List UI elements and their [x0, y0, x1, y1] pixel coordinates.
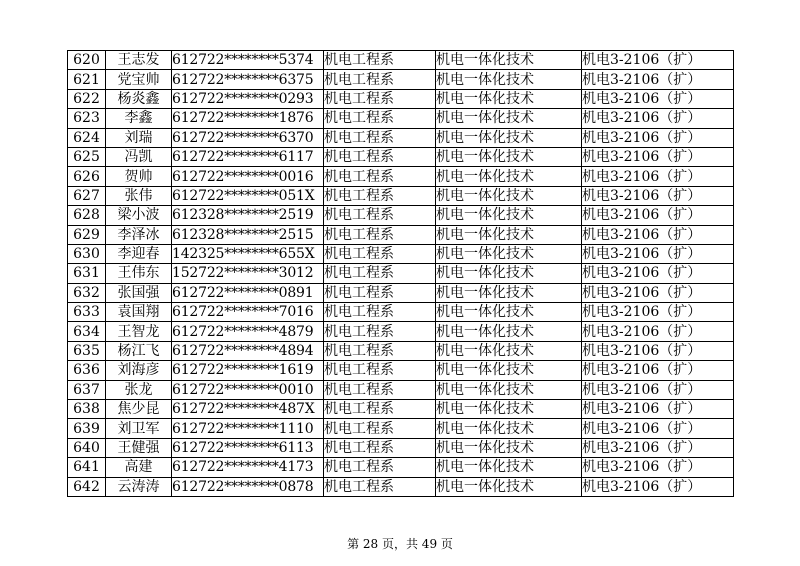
- id-number-cell: 612722********6370: [172, 128, 324, 147]
- major-cell: 机电一体化技术: [436, 244, 582, 263]
- department-cell: 机电工程系: [324, 400, 436, 419]
- table-row: [68, 419, 734, 438]
- major-cell: 机电一体化技术: [436, 186, 582, 205]
- class-name-cell: 机电3-2106（扩）: [582, 244, 734, 263]
- page-footer: 第 28 页，共 49 页: [347, 537, 453, 551]
- department-cell: 机电工程系: [324, 477, 436, 496]
- table-row: [68, 341, 734, 360]
- student-name-cell: 党宝帅: [106, 70, 172, 89]
- student-name-cell: 杨江飞: [106, 341, 172, 360]
- student-name-cell: 李泽冰: [106, 225, 172, 244]
- row-number-cell: 628: [68, 206, 106, 225]
- class-name-cell: 机电3-2106（扩）: [582, 89, 734, 108]
- major-cell: 机电一体化技术: [436, 89, 582, 108]
- table-row: [68, 322, 734, 341]
- id-number-cell: 612722********4894: [172, 341, 324, 360]
- table-row: [68, 89, 734, 108]
- row-number-cell: 631: [68, 264, 106, 283]
- row-number-cell: 637: [68, 380, 106, 399]
- class-name-cell: 机电3-2106（扩）: [582, 361, 734, 380]
- student-name-cell: 张国强: [106, 283, 172, 302]
- table-row: [68, 303, 734, 322]
- student-name-cell: 王志发: [106, 51, 172, 70]
- class-name-cell: 机电3-2106（扩）: [582, 477, 734, 496]
- department-cell: 机电工程系: [324, 380, 436, 399]
- class-name-cell: 机电3-2106（扩）: [582, 51, 734, 70]
- row-number-cell: 632: [68, 283, 106, 302]
- department-cell: 机电工程系: [324, 147, 436, 166]
- table-row: [68, 186, 734, 205]
- id-number-cell: 612722********6375: [172, 70, 324, 89]
- table-row: [68, 283, 734, 302]
- major-cell: 机电一体化技术: [436, 283, 582, 302]
- row-number-cell: 626: [68, 167, 106, 186]
- row-number-cell: 622: [68, 89, 106, 108]
- student-name-cell: 王健强: [106, 438, 172, 457]
- student-roster-table: [67, 50, 734, 497]
- row-number-cell: 624: [68, 128, 106, 147]
- class-name-cell: 机电3-2106（扩）: [582, 186, 734, 205]
- department-cell: 机电工程系: [324, 361, 436, 380]
- row-number-cell: 623: [68, 109, 106, 128]
- student-name-cell: 刘瑞: [106, 128, 172, 147]
- department-cell: 机电工程系: [324, 167, 436, 186]
- department-cell: 机电工程系: [324, 322, 436, 341]
- table-row: [68, 244, 734, 263]
- id-number-cell: 612722********4173: [172, 458, 324, 477]
- row-number-cell: 634: [68, 322, 106, 341]
- student-name-cell: 梁小波: [106, 206, 172, 225]
- table-row: [68, 361, 734, 380]
- table-row: [68, 206, 734, 225]
- row-number-cell: 633: [68, 303, 106, 322]
- id-number-cell: 612722********051X: [172, 186, 324, 205]
- row-number-cell: 629: [68, 225, 106, 244]
- row-number-cell: 639: [68, 419, 106, 438]
- class-name-cell: 机电3-2106（扩）: [582, 341, 734, 360]
- student-name-cell: 袁国翔: [106, 303, 172, 322]
- student-name-cell: 李迎春: [106, 244, 172, 263]
- class-name-cell: 机电3-2106（扩）: [582, 225, 734, 244]
- id-number-cell: 612722********5374: [172, 51, 324, 70]
- department-cell: 机电工程系: [324, 128, 436, 147]
- department-cell: 机电工程系: [324, 438, 436, 457]
- class-name-cell: 机电3-2106（扩）: [582, 458, 734, 477]
- id-number-cell: 612722********0878: [172, 477, 324, 496]
- row-number-cell: 642: [68, 477, 106, 496]
- id-number-cell: 152722********3012: [172, 264, 324, 283]
- department-cell: 机电工程系: [324, 283, 436, 302]
- table-row: [68, 380, 734, 399]
- student-name-cell: 贺帅: [106, 167, 172, 186]
- major-cell: 机电一体化技术: [436, 322, 582, 341]
- major-cell: 机电一体化技术: [436, 70, 582, 89]
- class-name-cell: 机电3-2106（扩）: [582, 109, 734, 128]
- id-number-cell: 612722********0891: [172, 283, 324, 302]
- class-name-cell: 机电3-2106（扩）: [582, 322, 734, 341]
- id-number-cell: 612722********0010: [172, 380, 324, 399]
- department-cell: 机电工程系: [324, 89, 436, 108]
- major-cell: 机电一体化技术: [436, 341, 582, 360]
- student-name-cell: 张伟: [106, 186, 172, 205]
- major-cell: 机电一体化技术: [436, 128, 582, 147]
- id-number-cell: 612722********4879: [172, 322, 324, 341]
- row-number-cell: 627: [68, 186, 106, 205]
- table-row: [68, 147, 734, 166]
- student-name-cell: 李鑫: [106, 109, 172, 128]
- id-number-cell: 612722********6117: [172, 147, 324, 166]
- class-name-cell: 机电3-2106（扩）: [582, 206, 734, 225]
- row-number-cell: 620: [68, 51, 106, 70]
- student-name-cell: 刘卫军: [106, 419, 172, 438]
- table-row: [68, 167, 734, 186]
- major-cell: 机电一体化技术: [436, 109, 582, 128]
- major-cell: 机电一体化技术: [436, 380, 582, 399]
- id-number-cell: 612722********1876: [172, 109, 324, 128]
- row-number-cell: 636: [68, 361, 106, 380]
- major-cell: 机电一体化技术: [436, 361, 582, 380]
- department-cell: 机电工程系: [324, 109, 436, 128]
- id-number-cell: 612722********1110: [172, 419, 324, 438]
- roster-body: [68, 51, 734, 497]
- student-name-cell: 刘海彦: [106, 361, 172, 380]
- table-row: [68, 264, 734, 283]
- department-cell: 机电工程系: [324, 244, 436, 263]
- row-number-cell: 638: [68, 400, 106, 419]
- major-cell: 机电一体化技术: [436, 167, 582, 186]
- class-name-cell: 机电3-2106（扩）: [582, 167, 734, 186]
- table-row: [68, 51, 734, 70]
- row-number-cell: 630: [68, 244, 106, 263]
- major-cell: 机电一体化技术: [436, 400, 582, 419]
- id-number-cell: 612722********6113: [172, 438, 324, 457]
- class-name-cell: 机电3-2106（扩）: [582, 419, 734, 438]
- department-cell: 机电工程系: [324, 303, 436, 322]
- row-number-cell: 640: [68, 438, 106, 457]
- major-cell: 机电一体化技术: [436, 419, 582, 438]
- major-cell: 机电一体化技术: [436, 438, 582, 457]
- table-row: [68, 477, 734, 496]
- class-name-cell: 机电3-2106（扩）: [582, 303, 734, 322]
- table-row: [68, 400, 734, 419]
- row-number-cell: 641: [68, 458, 106, 477]
- table-row: [68, 109, 734, 128]
- student-name-cell: 王智龙: [106, 322, 172, 341]
- class-name-cell: 机电3-2106（扩）: [582, 380, 734, 399]
- id-number-cell: 142325********655X: [172, 244, 324, 263]
- table-row: [68, 458, 734, 477]
- class-name-cell: 机电3-2106（扩）: [582, 438, 734, 457]
- class-name-cell: 机电3-2106（扩）: [582, 400, 734, 419]
- department-cell: 机电工程系: [324, 51, 436, 70]
- major-cell: 机电一体化技术: [436, 147, 582, 166]
- table-row: [68, 225, 734, 244]
- student-name-cell: 云涛涛: [106, 477, 172, 496]
- id-number-cell: 612722********7016: [172, 303, 324, 322]
- id-number-cell: 612328********2515: [172, 225, 324, 244]
- department-cell: 机电工程系: [324, 206, 436, 225]
- table-row: [68, 70, 734, 89]
- class-name-cell: 机电3-2106（扩）: [582, 70, 734, 89]
- department-cell: 机电工程系: [324, 341, 436, 360]
- department-cell: 机电工程系: [324, 458, 436, 477]
- table-row: [68, 128, 734, 147]
- major-cell: 机电一体化技术: [436, 477, 582, 496]
- student-name-cell: 张龙: [106, 380, 172, 399]
- class-name-cell: 机电3-2106（扩）: [582, 128, 734, 147]
- id-number-cell: 612722********0293: [172, 89, 324, 108]
- department-cell: 机电工程系: [324, 225, 436, 244]
- row-number-cell: 635: [68, 341, 106, 360]
- major-cell: 机电一体化技术: [436, 225, 582, 244]
- major-cell: 机电一体化技术: [436, 264, 582, 283]
- student-name-cell: 冯凯: [106, 147, 172, 166]
- major-cell: 机电一体化技术: [436, 51, 582, 70]
- id-number-cell: 612328********2519: [172, 206, 324, 225]
- student-name-cell: 焦少昆: [106, 400, 172, 419]
- id-number-cell: 612722********1619: [172, 361, 324, 380]
- department-cell: 机电工程系: [324, 264, 436, 283]
- student-name-cell: 高建: [106, 458, 172, 477]
- student-name-cell: 杨炎鑫: [106, 89, 172, 108]
- class-name-cell: 机电3-2106（扩）: [582, 147, 734, 166]
- id-number-cell: 612722********487X: [172, 400, 324, 419]
- class-name-cell: 机电3-2106（扩）: [582, 264, 734, 283]
- row-number-cell: 621: [68, 70, 106, 89]
- student-name-cell: 王伟东: [106, 264, 172, 283]
- department-cell: 机电工程系: [324, 419, 436, 438]
- id-number-cell: 612722********0016: [172, 167, 324, 186]
- major-cell: 机电一体化技术: [436, 206, 582, 225]
- table-row: [68, 438, 734, 457]
- department-cell: 机电工程系: [324, 70, 436, 89]
- row-number-cell: 625: [68, 147, 106, 166]
- major-cell: 机电一体化技术: [436, 458, 582, 477]
- class-name-cell: 机电3-2106（扩）: [582, 283, 734, 302]
- department-cell: 机电工程系: [324, 186, 436, 205]
- major-cell: 机电一体化技术: [436, 303, 582, 322]
